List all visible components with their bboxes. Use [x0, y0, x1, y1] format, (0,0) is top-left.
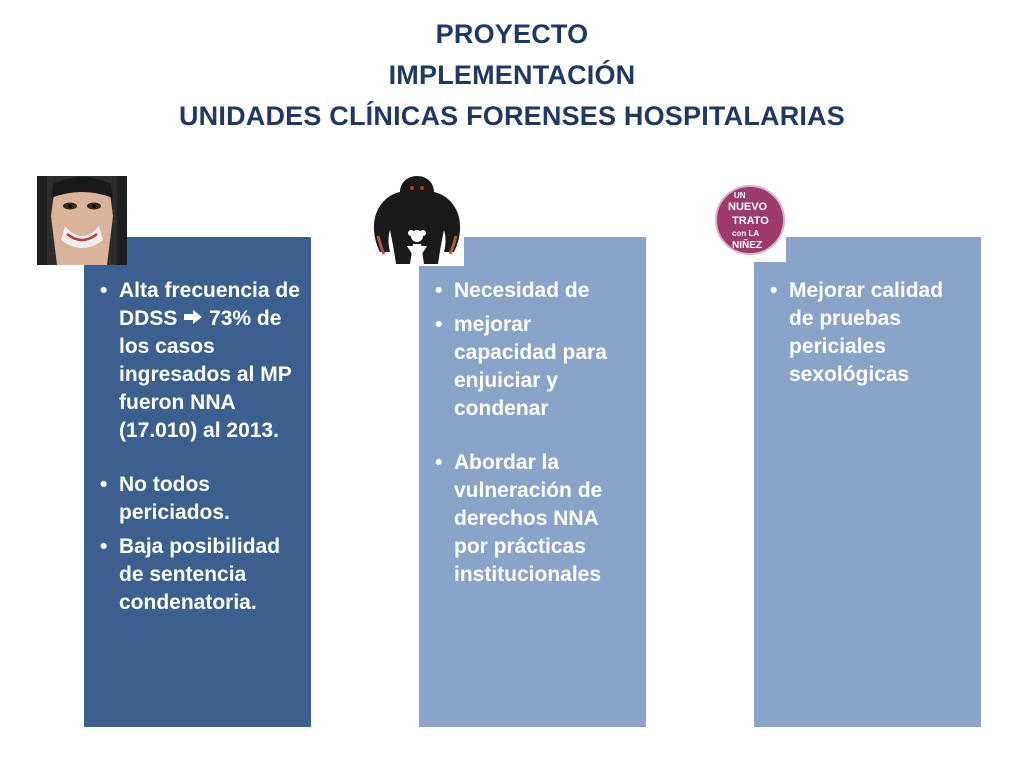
slide-title [0, 14, 1024, 137]
bullet-dot: • [435, 451, 443, 474]
bullet-text: Abordar la vulneración de derechos NNA por prácticas institucionales [454, 451, 603, 586]
bullet-item [435, 311, 636, 423]
bullet-text: Mejorar calidad de pruebas periciales sexológicas [789, 279, 944, 386]
bullet-dot: • [435, 313, 443, 336]
bullet-text: No todos periciados. [119, 473, 230, 525]
bullet-item [100, 533, 301, 617]
bullet-dot: • [100, 279, 108, 302]
bullet-dot: • [100, 535, 108, 559]
right-arrow-icon [183, 305, 203, 333]
bullet-item [435, 449, 636, 589]
masked-face-photo [37, 176, 127, 265]
title-line-1: PROYECTO [435, 19, 589, 49]
face-image-icon [37, 176, 127, 265]
panel-1-bullets [100, 277, 301, 617]
logo-line-4: con LA [732, 229, 760, 238]
bullet-item [770, 277, 971, 389]
panel-2 [419, 237, 646, 727]
bullet-dot: • [770, 279, 778, 302]
bullet-item [100, 277, 301, 445]
monster-silhouette-illustration [370, 174, 464, 266]
bullet-text: mejorar capacidad para enjuiciar y condenar [454, 313, 607, 420]
title-line-3: UNIDADES CLÍNICAS FORENSES HOSPITALARIAS [178, 101, 846, 131]
logo-line-5: NIÑEZ [732, 240, 762, 251]
un-nuevo-trato-logo [714, 178, 786, 262]
panel-3 [754, 237, 981, 727]
bullet-text-part1: Alta frecuencia de DDSS [119, 279, 300, 330]
bullet-text-part2: 73% de los casos ingresados al MP fueron NNA (17.010) al 2013. [119, 307, 292, 443]
bullet-item [435, 277, 636, 305]
title-line-2: IMPLEMENTACIÓN [388, 60, 636, 90]
logo-line-1: UN [734, 191, 746, 200]
bullet-text: Baja posibilidad de sentencia condenatoria. [119, 535, 281, 615]
bullet-dot: • [100, 473, 108, 497]
panel-2-bullets [435, 277, 636, 589]
panel-3-bullets [770, 277, 971, 389]
bullet-dot: • [435, 279, 443, 302]
logo-circle-icon [714, 178, 786, 262]
panel-1 [84, 237, 311, 727]
bullet-text: Necesidad de [454, 279, 590, 302]
bullet-item [100, 471, 301, 527]
logo-line-2: NUEVO [728, 201, 768, 213]
monster-and-child-icon [370, 174, 464, 266]
logo-line-3: TRATO [732, 215, 769, 227]
